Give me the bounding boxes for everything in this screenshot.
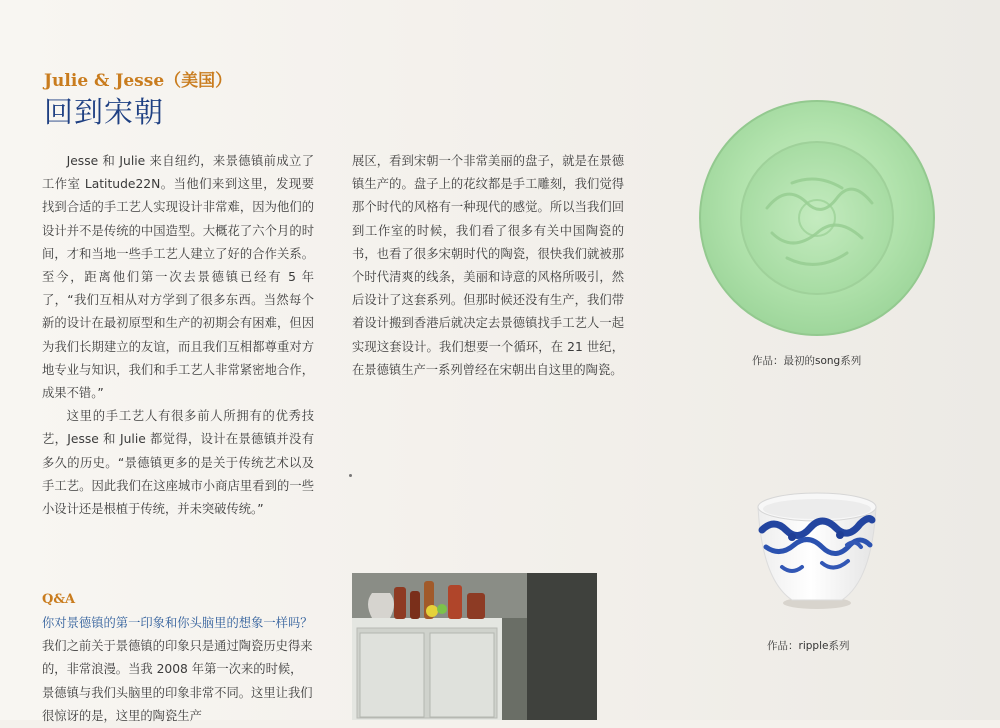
article-subtitle: Julie & Jesse（美国） [44, 71, 233, 91]
text-column-1 [42, 150, 314, 521]
paragraph: 这里的手工艺人有很多前人所拥有的优秀技艺，Jesse 和 Julie 都觉得，设计在景德镇并没有多久的历史。“景德镇更多的是关于传统艺术以及手工艺。因此我们在这座城市小商店里看到的一些小设计还是根植于传统，并未突破传统。” [42, 409, 314, 517]
qa-question: 你对景德镇的第一印象和你头脑里的想象一样吗？ [42, 616, 313, 630]
paragraph: Jesse 和 Julie 来自纽约，来景德镇前成立了工作室 Latitude22N。当他们来到这里，发现要找到合适的手工艺人实现设计非常难，因为他们的设计并不是传统的中国造型。大概花了六个月的时间，才和当地一些手工艺人建立了好的合作关系。至今，距离他们第一次去景德镇已经有 5 年了，“我们互相从对方学到了很多东西。当然每个新的设计在最初原型和生产的初期会有困难，但因为我们长期建立的友谊，而且我们互相都尊重对方地专业与知识，我们和手工艺人非常紧密地合作，成果不错。” [42, 154, 314, 401]
qa-block [42, 612, 314, 728]
studio-shelf-photo [352, 573, 597, 720]
celadon-plate-image [697, 98, 937, 338]
article-title: 回到宋朝 [44, 95, 165, 129]
cup-caption: 作品：ripple系列 [767, 640, 850, 652]
blue-white-cup-image [752, 485, 882, 615]
qa-answer: 我们之前关于景德镇的印象只是通过陶瓷历史得来的，非常浪漫。当我 2008 年第一次来的时候，景德镇与我们头脑里的印象非常不同。这里让我们很惊讶的是，这里的陶瓷生产 [42, 639, 313, 723]
column-bullet-mark [349, 474, 352, 477]
plate-caption: 作品：最初的song系列 [752, 355, 862, 367]
paragraph: 展区，看到宋朝一个非常美丽的盘子，就是在景德镇生产的。盘子上的花纹都是手工雕刻，我们觉得那个时代的风格有一种现代的感觉。所以当我们回到工作室的时候，我们看了很多有关中国陶瓷的书，也看了很多宋朝时代的陶瓷，很快我们就被那个时代清爽的线条，美丽和诗意的风格所吸引，然后设计了这套系列。但那时候还没有生产，我们带着设计搬到香港后就决定去景德镇找手工艺人一起实现这套设计。我们想要一个循环，在 21 世纪，在景德镇生产一系列曾经在宋朝出自这里的陶瓷。 [352, 154, 624, 377]
qa-heading: Q&A [42, 592, 76, 607]
text-column-2 [352, 150, 624, 382]
